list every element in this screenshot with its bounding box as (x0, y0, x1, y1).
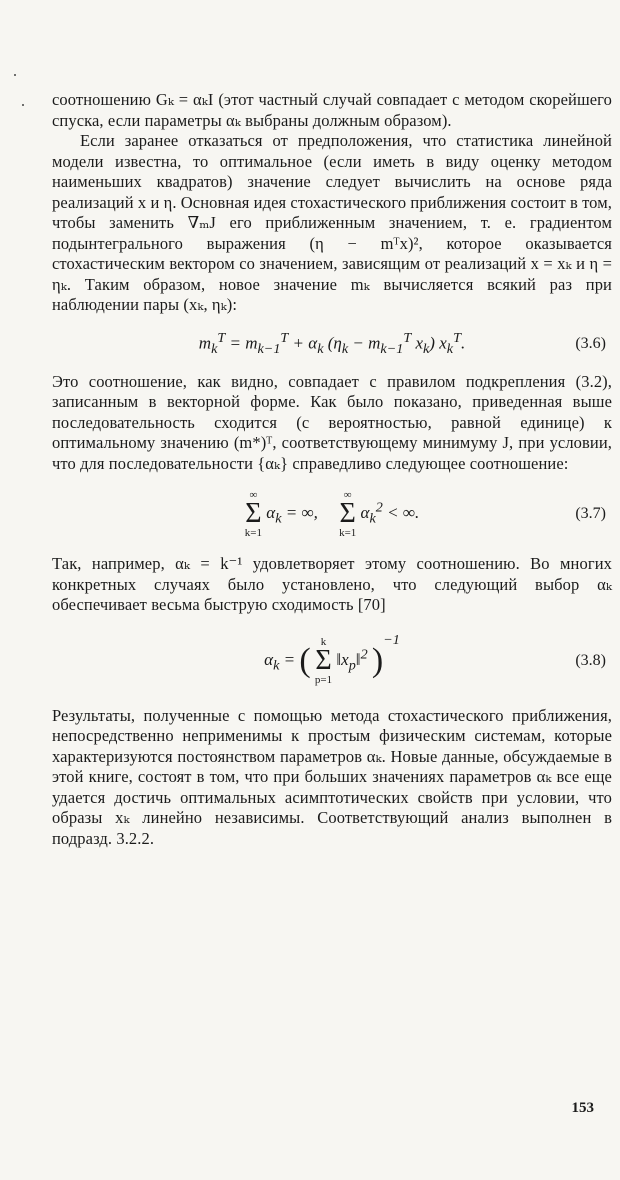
paragraph-3: Это соотношение, как видно, совпадает с правилом подкрепления (3.2), записанным в векторной форме. Как было показано, приведенная выше последовательность сходится (с вероятностью, равной единице) к оптимальному значению (m*)ᵀ, соответствующему минимуму J, при условии, что для последовательности {αₖ} справедливо следующее соотношение: (52, 371, 612, 473)
equation-3-8-expression: $\alpha_k$ = ( k Σ p=1 $‖x_p‖^2$ )$^{-1}$ (264, 631, 400, 686)
page-body (52, 90, 612, 1150)
equation-3-7-number: (3.7) (575, 505, 606, 522)
scan-speck (22, 104, 24, 106)
equation-3-7-expression: ∞ Σ k=1 $\alpha_k$ = ∞, ∞ Σ k=1 $\alpha_k^2$ < ∞. (244, 489, 420, 539)
page-number: 153 (571, 1100, 594, 1116)
equation-3-8 (52, 620, 612, 702)
paragraph-2: Если заранее отказаться от предположения, что статистика линейной модели известна, то оптимальное (если иметь в виду оценку методом наименьших квадратов) значение следует вычислить на основе ряда реализаций x и η. Основная идея стохастического приближения состоит в том, чтобы заменить ∇ₘJ его приближенным значением, т. е. градиентом подынтегрального выражения (η − mᵀx)², которое оказывается стохастическим вектором со значением, зависящим от реализаций x = xₖ и η = ηₖ. Таким образом, новое значение mₖ вычисляется всякий раз при наблюдении пары (xₖ, ηₖ): (52, 131, 612, 314)
scan-speck (14, 74, 16, 76)
equation-3-6-number: (3.6) (575, 334, 606, 352)
paragraph-1: соотношению Gₖ = αₖI (этот частный случай совпадает с методом скорейшего спуска, если параметры αₖ выбраны должным образом). (52, 90, 612, 130)
equation-3-7 (52, 478, 612, 550)
equation-3-6 (52, 320, 612, 368)
equation-3-8-number: (3.8) (575, 651, 606, 669)
paragraph-4: Так, например, αₖ = k⁻¹ удовлетворяет этому соотношению. Во многих конкретных случаях было установлено, что следующий выбор αₖ обеспечивает весьма быструю сходимость [70] (52, 554, 612, 614)
equation-3-6-expression: $m_k^T = m_{k-1}^T + \alpha_k$ ($\eta_k - m_{k-1}^T$ $x_k$) $x_k^T$. (198, 329, 466, 357)
paragraph-5: Результаты, полученные с помощью метода стохастического приближения, непосредственно неприменимы к простым физическим системам, которые характеризуются постоянством параметров αₖ. Новые данные, обсуждаемые в этой книге, состоят в том, что при больших значениях параметров αₖ все еще удается достичь оптимальных асимптотических свойств при условии, что образы xₖ линейно независимы. Соответствующий анализ выполнен в подразд. 3.2.2. (52, 705, 612, 848)
